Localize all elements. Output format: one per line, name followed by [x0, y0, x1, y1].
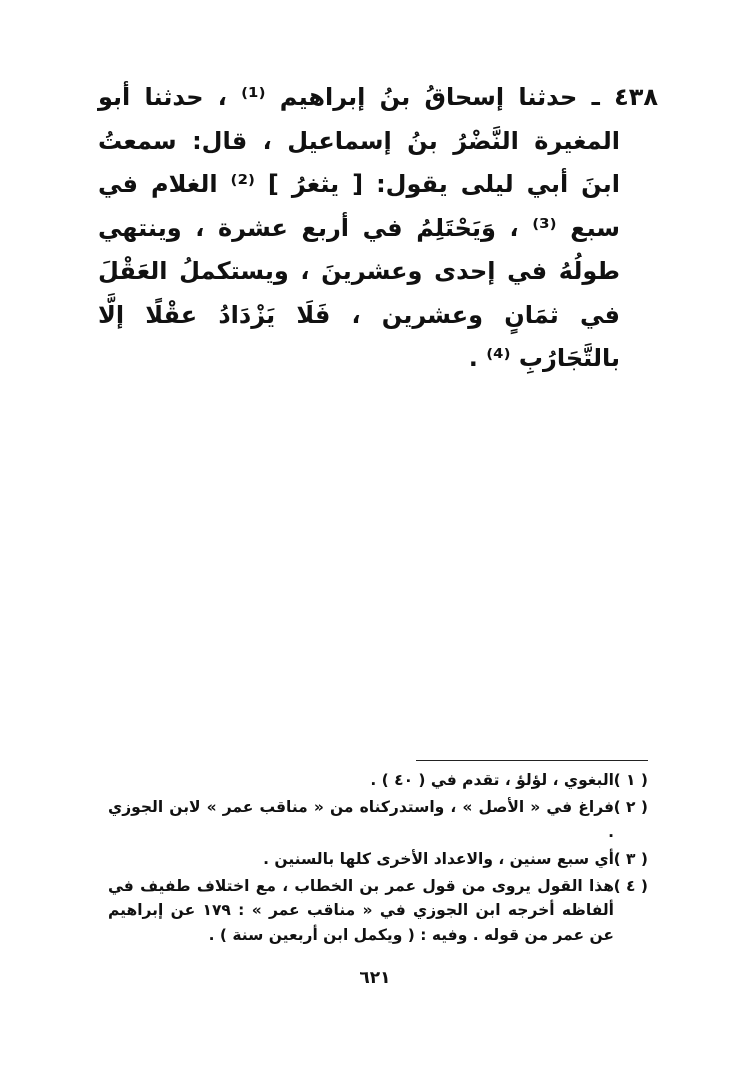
hadith-text-block — [98, 76, 658, 381]
footnote-marker: ( ٣ ) — [613, 849, 648, 868]
footnotes-section — [108, 768, 648, 950]
footnote-text: أي سبع سنين ، والاعداد الأخرى كلها بالسنين . — [263, 849, 614, 868]
footnote-3 — [108, 847, 648, 871]
page-number: ٦٢١ — [359, 968, 391, 988]
footnote-marker: ( ٢ ) — [613, 798, 648, 817]
hadith-paragraph — [98, 76, 658, 381]
footnote-separator — [416, 760, 648, 761]
hadith-body: حدثنا إسحاقُ بنُ إبراهيم ⁽¹⁾ ، حدثنا أبو المغيرة النَّضْرُ بنُ إسماعيل ، قال: سمعتُ ابنَ أبي ليلى يقول: [ يثغرُ ] ⁽²⁾ الغلام في سبع ⁽³⁾ ، وَيَحْتَلِمُ في أربع عشرة ، وينتهي طولُهُ في إحدى وعشرينَ ، ويستكملُ العَقْلَ في ثمَانٍ وعشرين ، فَلَا يَزْدَادُ عقْلًا إلَّا بالتَّجَارُبِ ⁽⁴⁾ . — [98, 83, 621, 372]
footnote-text: فراغ في « الأصل » ، واستدركناه من « مناقب عمر » لابن الجوزي . — [108, 798, 614, 841]
footnote-4 — [108, 874, 648, 947]
footnote-marker: ( ١ ) — [613, 771, 648, 789]
hadith-dash: ـ — [577, 83, 615, 111]
footnote-text: هذا القول يروى من قول عمر بن الخطاب ، مع اختلاف طفيف في ألفاظه أخرجه ابن الجوزي في « مناقب عمر » : ١٧٩ عن إبراهيم عن عمر من قوله . وفيه : ( ويكمل ابن أربعين سنة ) . — [108, 877, 614, 944]
footnote-1 — [108, 768, 648, 792]
footnote-text: البغوي ، لؤلؤ ، تقدم في ( ٤٠ ) . — [370, 771, 614, 789]
footnote-marker: ( ٤ ) — [613, 877, 648, 896]
footnote-2 — [108, 795, 648, 844]
hadith-number: ٤٣٨ — [614, 83, 659, 111]
